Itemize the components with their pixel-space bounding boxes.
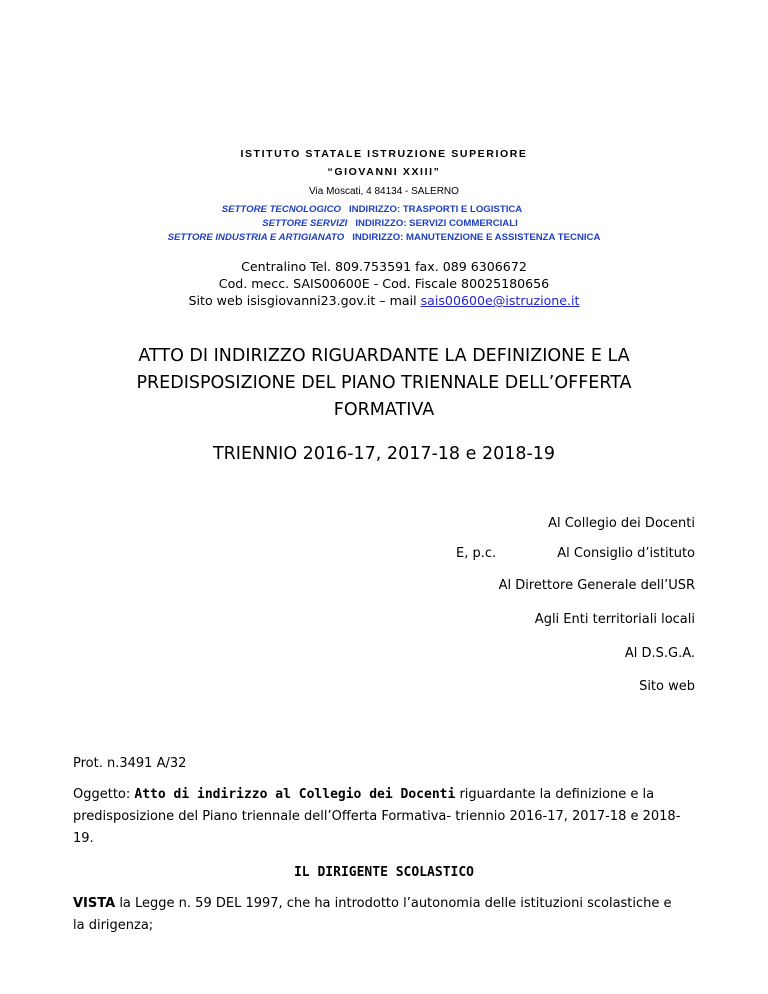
recipient: Al Consiglio d’istituto [557,546,695,561]
sector-branch: INDIRIZZO: SERVIZI COMMERCIALI [355,218,518,229]
sector-line-2 [6,218,768,229]
section-heading: IL DIRIGENTE SCOLASTICO [293,865,474,880]
sector-name: SETTORE INDUSTRIA E ARTIGIANATO [167,232,345,243]
sector-name: SETTORE SERVIZI [262,218,348,229]
codes-line: Cod. mecc. SAIS00600E - Cod. Fiscale 80025180656 [218,276,550,291]
subject-line-3: 19. [73,831,94,846]
sector-branch: INDIRIZZO: MANUTENZIONE E ASSISTENZA TECNICA [352,232,601,243]
subject-line-2: predisposizione del Piano triennale dell’Offerta Formativa- triennio 2016-17, 2017-18 e 2018- [73,809,681,824]
school-name: “GIOVANNI XXIII” [327,166,441,178]
epc-label: E, p.c. [456,546,497,561]
sector-branch: INDIRIZZO: TRASPORTI E LOGISTICA [349,204,523,215]
school-address: Via Moscati, 4 84134 - SALERNO [309,186,459,197]
vista-line-1 [73,896,698,911]
phone-line: Centralino Tel. 809.753591 fax. 089 6306672 [241,259,527,274]
recipient: Agli Enti territoriali locali [534,612,695,627]
sector-line-1 [0,204,756,215]
title-line-2: PREDISPOSIZIONE DEL PIANO TRIENNALE DELL’OFFERTA [136,373,632,393]
subject-rest: riguardante la definizione e la [455,787,655,802]
title-period: TRIENNIO 2016-17, 2017-18 e 2018-19 [212,444,556,464]
title-line-1: ATTO DI INDIRIZZO RIGUARDANTE LA DEFINIZIONE E LA [138,346,630,366]
recipient: Sito web [639,679,695,694]
web-prefix: Sito web isisgiovanni23.gov.it – mail [188,293,421,308]
sector-line-3 [0,232,768,243]
recipient: Al Direttore Generale dell’USR [498,578,695,593]
vista-keyword: VISTA [73,896,116,911]
subject-line-1 [73,787,698,802]
subject-label: Oggetto: [73,787,135,802]
vista-line-2: la dirigenza; [73,918,154,933]
protocol-number: Prot. n.3491 A/32 [73,756,187,771]
recipient: Al D.S.G.A. [624,646,695,661]
web-line [0,293,768,308]
institute-name: ISTITUTO STATALE ISTRUZIONE SUPERIORE [240,148,528,160]
title-line-3: FORMATIVA [333,400,435,420]
subject-bold: Atto di indirizzo al Collegio dei Docenti [134,787,456,802]
recipient: Al Collegio dei Docenti [548,516,695,531]
sector-name: SETTORE TECNOLOGICO [221,204,341,215]
email-link[interactable]: sais00600e@istruzione.it [420,293,580,308]
vista-rest: la Legge n. 59 DEL 1997, che ha introdotto l’autonomia delle istituzioni scolastiche e [115,896,672,911]
